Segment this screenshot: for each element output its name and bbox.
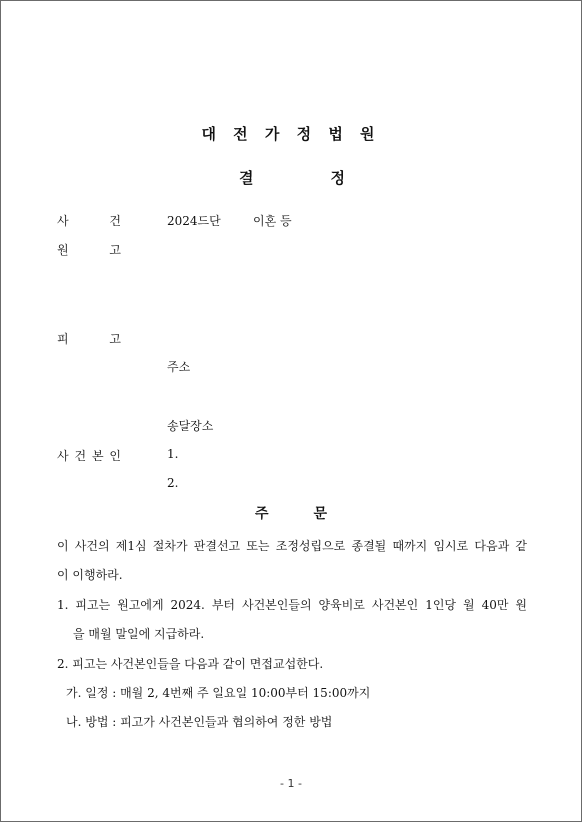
defendant-service-address-label: 송달장소 — [167, 419, 214, 433]
ruling-heading-char: 문 — [313, 506, 327, 522]
plaintiff-label — [57, 241, 121, 258]
ruling-item-2-a: 가. 일정 : 매월 2, 4번째 주 일요일 10:00부터 15:00까지 — [66, 686, 371, 700]
document-title-char: 결 — [239, 169, 254, 187]
ruling-item-2-b: 나. 방법 : 피고가 사건본인들과 협의하여 정한 방법 — [66, 715, 333, 729]
defendant-address-label: 주소 — [167, 360, 191, 374]
label-char: 원 — [57, 243, 69, 257]
ruling-item-1-continued: 을 매월 말일에 지급하라. — [73, 627, 205, 641]
ruling-item-1: 1. 피고는 원고에게 2024. 부터 사건본인들의 양육비로 사건본인 1인당 월 40만 원 — [57, 598, 527, 612]
label-char: 사 — [57, 214, 69, 228]
label-char: 피 — [57, 332, 69, 346]
label-char: 인 — [109, 449, 121, 463]
label-char: 고 — [109, 243, 121, 257]
case-name: 이혼 등 — [253, 214, 292, 228]
ruling-item-2: 2. 피고는 사건본인들을 다음과 같이 면접교섭한다. — [57, 657, 324, 671]
principal-item: 2. — [167, 476, 179, 490]
ruling-heading — [255, 503, 327, 523]
label-char: 건 — [109, 214, 121, 228]
principal-label — [57, 447, 121, 464]
label-char: 건 — [74, 449, 87, 463]
document-title — [239, 167, 345, 188]
defendant-label — [57, 330, 121, 347]
case-label — [57, 212, 121, 229]
document-title-char: 정 — [330, 169, 345, 187]
case-number: 2024드단 — [167, 214, 221, 228]
label-char: 고 — [109, 332, 121, 346]
ruling-intro-line: 이 이행하라. — [57, 568, 123, 582]
principal-item: 1. — [167, 447, 179, 461]
label-char: 본 — [91, 449, 104, 463]
ruling-intro-line: 이 사건의 제1심 절차가 판결선고 또는 조정성립으로 종결될 때까지 임시로 다음과 같 — [57, 539, 527, 553]
label-char: 사 — [57, 449, 69, 463]
page-number: - 1 - — [280, 777, 302, 790]
ruling-heading-char: 주 — [255, 506, 269, 522]
court-name: 대 전 가 정 법 원 — [201, 125, 381, 143]
